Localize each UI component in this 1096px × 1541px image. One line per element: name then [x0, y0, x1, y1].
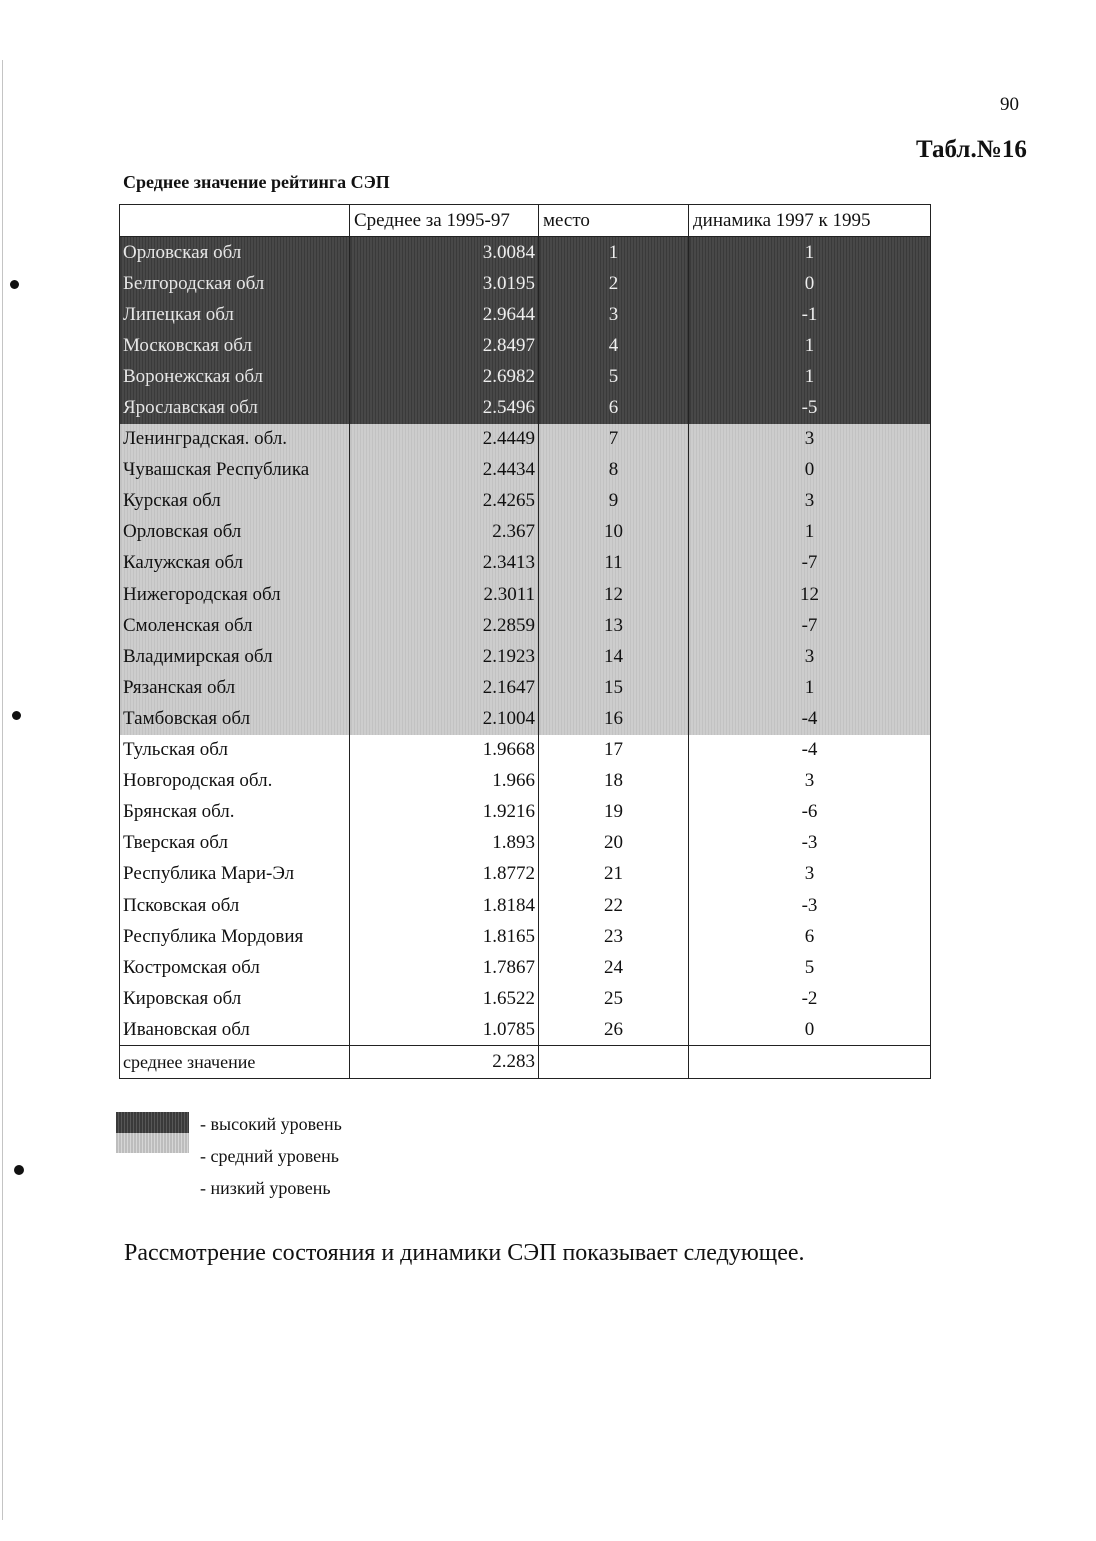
scan-hole-mark [14, 1165, 24, 1175]
table-row [120, 766, 931, 797]
cell-average: 2.4434 [350, 455, 539, 486]
table-footer-row [120, 1046, 931, 1079]
table-row [120, 268, 931, 299]
page-number: 90 [1000, 94, 1019, 115]
cell-region: Калужская обл [120, 548, 350, 579]
cell-average: 1.6522 [350, 983, 539, 1014]
footer-average: 2.283 [350, 1046, 539, 1079]
cell-average: 3.0084 [350, 237, 539, 269]
cell-region: Псковская обл [120, 890, 350, 921]
table-row [120, 455, 931, 486]
cell-average: 2.2859 [350, 610, 539, 641]
cell-region: Костромская обл [120, 952, 350, 983]
cell-average: 2.367 [350, 517, 539, 548]
legend-high-label: - высокий уровень [200, 1114, 342, 1134]
table-row [120, 548, 931, 579]
cell-region: Белгородская обл [120, 268, 350, 299]
table-header-row [120, 205, 931, 237]
cell-place: 22 [539, 890, 689, 921]
cell-place: 25 [539, 983, 689, 1014]
cell-dynamics: 0 [689, 268, 931, 299]
cell-dynamics: 1 [689, 672, 931, 703]
cell-region: Тульская обл [120, 735, 350, 766]
cell-region: Республика Мордовия [120, 921, 350, 952]
cell-region: Владимирская обл [120, 641, 350, 672]
cell-place: 7 [539, 424, 689, 455]
cell-dynamics: -5 [689, 392, 931, 423]
cell-region: Тверская обл [120, 828, 350, 859]
cell-place: 20 [539, 828, 689, 859]
cell-dynamics: 0 [689, 455, 931, 486]
table-row [120, 672, 931, 703]
cell-average: 1.966 [350, 766, 539, 797]
cell-average: 1.9668 [350, 735, 539, 766]
cell-place: 16 [539, 703, 689, 734]
table-row [120, 610, 931, 641]
cell-region: Липецкая обл [120, 299, 350, 330]
cell-region: Ярославская обл [120, 392, 350, 423]
cell-dynamics: -7 [689, 548, 931, 579]
cell-place: 24 [539, 952, 689, 983]
table-label: Табл.№16 [916, 136, 1027, 163]
cell-dynamics: 1 [689, 237, 931, 269]
table-row [120, 392, 931, 423]
table-row [120, 952, 931, 983]
cell-place: 14 [539, 641, 689, 672]
table-row [120, 890, 931, 921]
cell-dynamics: -4 [689, 735, 931, 766]
table-row [120, 330, 931, 361]
cell-place: 1 [539, 237, 689, 269]
cell-average: 2.5496 [350, 392, 539, 423]
cell-dynamics: 6 [689, 921, 931, 952]
cell-dynamics: -4 [689, 703, 931, 734]
cell-average: 2.1923 [350, 641, 539, 672]
cell-place: 18 [539, 766, 689, 797]
cell-dynamics: -1 [689, 299, 931, 330]
table-row [120, 237, 931, 269]
cell-average: 2.4265 [350, 486, 539, 517]
header-region [120, 205, 350, 237]
cell-place: 5 [539, 361, 689, 392]
cell-average: 2.6982 [350, 361, 539, 392]
cell-dynamics: -3 [689, 890, 931, 921]
table-row [120, 983, 931, 1014]
header-place: место [539, 205, 689, 237]
cell-dynamics: 3 [689, 486, 931, 517]
cell-place: 11 [539, 548, 689, 579]
cell-dynamics: 1 [689, 517, 931, 548]
footer-dynamics-empty [689, 1046, 931, 1079]
footer-label: среднее значение [120, 1046, 350, 1079]
table-row [120, 641, 931, 672]
table-row [120, 424, 931, 455]
cell-place: 4 [539, 330, 689, 361]
cell-average: 1.893 [350, 828, 539, 859]
cell-dynamics: 5 [689, 952, 931, 983]
cell-region: Ленинградская. обл. [120, 424, 350, 455]
legend-swatch-mid [116, 1133, 189, 1153]
legend-swatch-high [116, 1112, 189, 1133]
cell-place: 6 [539, 392, 689, 423]
table-body [120, 237, 931, 1046]
cell-dynamics: 3 [689, 859, 931, 890]
table-row [120, 828, 931, 859]
cell-region: Ивановская обл [120, 1014, 350, 1046]
cell-dynamics: -3 [689, 828, 931, 859]
cell-region: Воронежская обл [120, 361, 350, 392]
cell-region: Республика Мари-Эл [120, 859, 350, 890]
table-row [120, 361, 931, 392]
cell-region: Новгородская обл. [120, 766, 350, 797]
cell-place: 9 [539, 486, 689, 517]
body-paragraph: Рассмотрение состояния и динамики СЭП показывает следующее. [124, 1240, 805, 1266]
cell-average: 1.9216 [350, 797, 539, 828]
cell-place: 8 [539, 455, 689, 486]
cell-place: 21 [539, 859, 689, 890]
cell-region: Чувашская Республика [120, 455, 350, 486]
scan-margin-line [2, 60, 3, 1520]
cell-region: Кировская обл [120, 983, 350, 1014]
cell-average: 3.0195 [350, 268, 539, 299]
header-average: Среднее за 1995-97 [350, 205, 539, 237]
cell-place: 3 [539, 299, 689, 330]
cell-place: 13 [539, 610, 689, 641]
cell-region: Рязанская обл [120, 672, 350, 703]
scan-hole-mark [12, 711, 21, 720]
cell-average: 1.8772 [350, 859, 539, 890]
cell-dynamics: -2 [689, 983, 931, 1014]
cell-average: 2.4449 [350, 424, 539, 455]
cell-region: Нижегородская обл [120, 579, 350, 610]
cell-dynamics: -7 [689, 610, 931, 641]
cell-dynamics: 12 [689, 579, 931, 610]
cell-place: 2 [539, 268, 689, 299]
cell-region: Орловская обл [120, 237, 350, 269]
table-row [120, 735, 931, 766]
cell-dynamics: 3 [689, 641, 931, 672]
table-title: Среднее значение рейтинга СЭП [123, 172, 390, 192]
legend-low-label: - низкий уровень [200, 1178, 331, 1198]
cell-place: 19 [539, 797, 689, 828]
table-row [120, 1014, 931, 1046]
cell-average: 1.7867 [350, 952, 539, 983]
cell-place: 12 [539, 579, 689, 610]
table-row [120, 859, 931, 890]
table-row [120, 486, 931, 517]
table-row [120, 299, 931, 330]
cell-dynamics: 1 [689, 361, 931, 392]
cell-region: Курская обл [120, 486, 350, 517]
cell-place: 10 [539, 517, 689, 548]
cell-place: 23 [539, 921, 689, 952]
cell-average: 2.1004 [350, 703, 539, 734]
scan-hole-mark [10, 280, 19, 289]
table-row [120, 579, 931, 610]
cell-average: 2.9644 [350, 299, 539, 330]
cell-dynamics: 1 [689, 330, 931, 361]
table-row [120, 797, 931, 828]
cell-dynamics: 0 [689, 1014, 931, 1046]
cell-place: 17 [539, 735, 689, 766]
cell-average: 1.0785 [350, 1014, 539, 1046]
cell-region: Орловская обл [120, 517, 350, 548]
table-row [120, 921, 931, 952]
table-row [120, 703, 931, 734]
cell-region: Смоленская обл [120, 610, 350, 641]
cell-average: 1.8165 [350, 921, 539, 952]
legend-mid-label: - средний уровень [200, 1146, 340, 1166]
table-row [120, 517, 931, 548]
cell-dynamics: 3 [689, 424, 931, 455]
cell-average: 1.8184 [350, 890, 539, 921]
cell-place: 15 [539, 672, 689, 703]
cell-region: Тамбовская обл [120, 703, 350, 734]
cell-average: 2.1647 [350, 672, 539, 703]
cell-region: Брянская обл. [120, 797, 350, 828]
rating-table [119, 204, 931, 1079]
cell-dynamics: 3 [689, 766, 931, 797]
cell-place: 26 [539, 1014, 689, 1046]
cell-region: Московская обл [120, 330, 350, 361]
footer-place-empty [539, 1046, 689, 1079]
cell-average: 2.3413 [350, 548, 539, 579]
cell-average: 2.3011 [350, 579, 539, 610]
cell-dynamics: -6 [689, 797, 931, 828]
header-dynamics: динамика 1997 к 1995 [689, 205, 931, 237]
cell-average: 2.8497 [350, 330, 539, 361]
